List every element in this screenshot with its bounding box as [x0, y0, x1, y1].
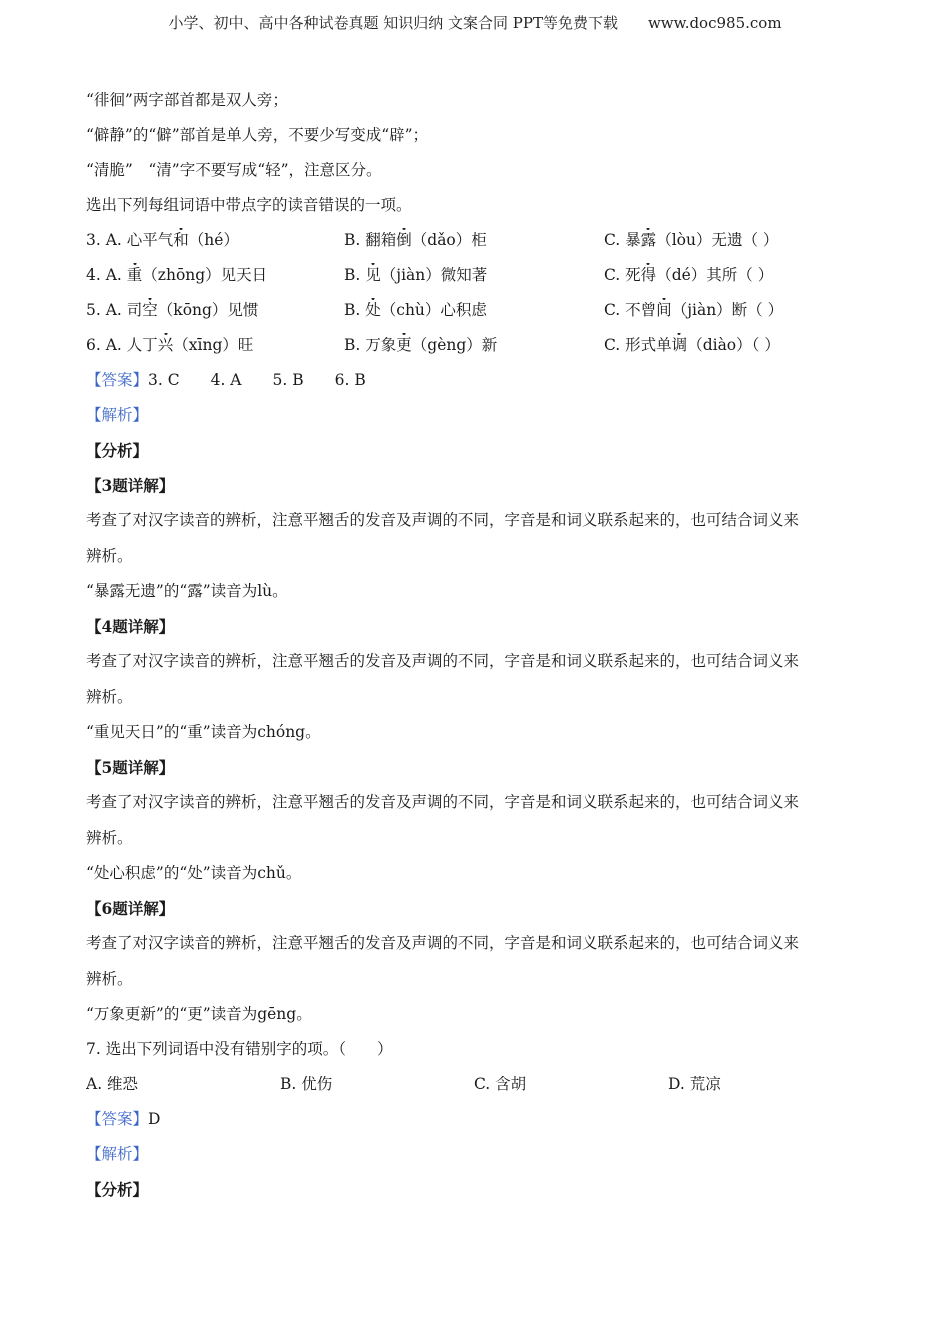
answer-line-1 — [86, 368, 876, 403]
answer-label: 【答案】 — [86, 371, 149, 389]
fenxi2-label: 【分析】 — [86, 1180, 149, 1199]
detail-3-body-line-1: 考查了对汉字读音的辨析，注意平翘舌的发音及声调的不同，字音是和词义联系起来的，也可结合词义来 — [86, 511, 800, 529]
q6-a-pinyin: （xīng）旺 — [173, 336, 254, 354]
q3-a-text: A. 心平气 — [105, 231, 174, 249]
jiexi-label: 【解析】 — [86, 406, 149, 424]
q4-b-pinyin: （jiàn）微知著 — [380, 266, 488, 284]
question-5 — [86, 298, 876, 333]
q3-a-pinyin: （hé） — [188, 231, 239, 249]
intro-line-3: “清脆” “清”字不要写成“轻”，注意区分。 — [86, 161, 382, 179]
q5-b-pinyin: （chù）心积虑 — [380, 301, 487, 319]
q4-option-a — [86, 263, 344, 298]
q5-option-a — [86, 298, 344, 333]
detail-6-body-line-2: 辨析。 — [86, 970, 133, 988]
q5-c-dotted-char: 间 — [656, 301, 672, 319]
detail-4-body-line-1: 考查了对汉字读音的辨析，注意平翘舌的发音及声调的不同，字音是和词义联系起来的，也可结合词义来 — [86, 652, 800, 670]
q3-c-pinyin: （lòu）无遗（ ） — [656, 231, 779, 249]
q6-a-dotted-char: 兴 — [157, 336, 174, 354]
q3-a-dotted-char: 和 — [173, 231, 189, 249]
q6-a-text: A. 人丁 — [105, 336, 158, 354]
q7-option-b: B. 优伤 — [280, 1075, 333, 1093]
q3-c-text: C. 暴 — [604, 231, 641, 249]
q3-b-text: B. 翻箱 — [344, 231, 397, 249]
fenxi-label: 【分析】 — [86, 441, 149, 460]
q3-option-b — [344, 228, 604, 263]
q7-option-a: A. 维恐 — [86, 1075, 139, 1093]
answer-text: 3. C 4. A 5. B 6. B — [148, 371, 366, 389]
q7-option-c: C. 含胡 — [474, 1075, 527, 1093]
q4-c-pinyin: （dé）其所（ ） — [656, 266, 774, 284]
q3-option-a — [86, 228, 344, 263]
q6-number: 6. — [86, 336, 106, 354]
detail-3-note: “暴露无遗”的“露”读音为lù。 — [86, 582, 288, 600]
intro-line-2: “僻静”的“僻”部首是单人旁，不要少写变成“辟”； — [86, 126, 429, 144]
q7-option-d: D. 荒凉 — [668, 1075, 721, 1093]
q5-option-c — [604, 298, 783, 333]
q4-option-b — [344, 263, 604, 298]
question-3 — [86, 228, 876, 263]
detail-4-title: 【4题详解】 — [86, 617, 175, 636]
detail-4-body-line-2: 辨析。 — [86, 688, 133, 706]
page-header: 小学、初中、高中各种试卷真题 知识归纳 文案合同 PPT等免费下载 www.doc985.com — [168, 14, 782, 32]
q6-b-pinyin: （gèng）新 — [411, 336, 498, 354]
q5-b-text: B. — [344, 301, 366, 319]
q6-option-b — [344, 333, 604, 368]
q5-c-pinyin: （jiàn）断（ ） — [671, 301, 784, 319]
q5-option-b — [344, 298, 604, 333]
detail-5-note: “处心积虑”的“处”读音为chǔ。 — [86, 864, 302, 882]
answer2-text: D — [148, 1110, 161, 1128]
q5-a-text: A. 司 — [105, 301, 143, 319]
q3-option-c — [604, 228, 778, 263]
q4-number: 4. — [86, 266, 106, 284]
q4-c-dotted-char: 得 — [640, 266, 657, 284]
q6-b-dotted-char: 更 — [396, 336, 412, 354]
q6-c-text: C. 形式单 — [604, 336, 672, 354]
q3-b-dotted-char: 倒 — [396, 231, 412, 249]
detail-4-note: “重见天日”的“重”读音为chóng。 — [86, 723, 321, 741]
detail-6-title: 【6题详解】 — [86, 899, 175, 918]
document-body — [86, 88, 876, 1212]
q6-c-dotted-char: 调 — [671, 336, 688, 354]
q4-a-dotted-char: 重 — [126, 266, 143, 284]
q4-b-dotted-char: 见 — [365, 266, 381, 284]
q4-a-pinyin: （zhōng）见天日 — [142, 266, 268, 284]
q6-option-a — [86, 333, 344, 368]
q6-option-c — [604, 333, 780, 368]
q3-c-dotted-char: 露 — [640, 231, 657, 249]
q4-c-text: C. 死 — [604, 266, 641, 284]
q4-a-text: A. — [105, 266, 127, 284]
q6-c-pinyin: （diào）（ ） — [687, 336, 780, 354]
answer-line-2 — [86, 1107, 876, 1142]
q5-number: 5. — [86, 301, 106, 319]
detail-6-body-line-1: 考查了对汉字读音的辨析，注意平翘舌的发音及声调的不同，字音是和词义联系起来的，也可结合词义来 — [86, 934, 800, 952]
q4-option-c — [604, 263, 773, 298]
q3-number: 3. — [86, 231, 106, 249]
q5-a-dotted-char: 空 — [142, 301, 158, 319]
detail-3-title: 【3题详解】 — [86, 476, 175, 495]
detail-5-body-line-1: 考查了对汉字读音的辨析，注意平翘舌的发音及声调的不同，字音是和词义联系起来的，也可结合词义来 — [86, 793, 800, 811]
detail-5-title: 【5题详解】 — [86, 758, 175, 777]
question-4 — [86, 263, 876, 298]
detail-5-body-line-2: 辨析。 — [86, 829, 133, 847]
answer2-label: 【答案】 — [86, 1110, 149, 1128]
detail-3-body-line-2: 辨析。 — [86, 547, 133, 565]
q4-b-text: B. — [344, 266, 366, 284]
intro-line-4: 选出下列每组词语中带点字的读音错误的一项。 — [86, 196, 412, 214]
q3-b-pinyin: （dǎo）柜 — [411, 231, 487, 249]
question-7-stem: 7. 选出下列词语中没有错别字的项。（ ） — [86, 1040, 393, 1058]
q5-c-text: C. 不曾 — [604, 301, 657, 319]
detail-6-note: “万象更新”的“更”读音为gēng。 — [86, 1005, 312, 1023]
q5-b-dotted-char: 处 — [365, 301, 381, 319]
question-6 — [86, 333, 876, 368]
jiexi2-label: 【解析】 — [86, 1145, 149, 1163]
intro-line-1: “徘徊”两字部首都是双人旁； — [86, 91, 288, 109]
question-7-options — [86, 1072, 876, 1107]
q6-b-text: B. 万象 — [344, 336, 397, 354]
q5-a-pinyin: （kōng）见惯 — [157, 301, 259, 319]
